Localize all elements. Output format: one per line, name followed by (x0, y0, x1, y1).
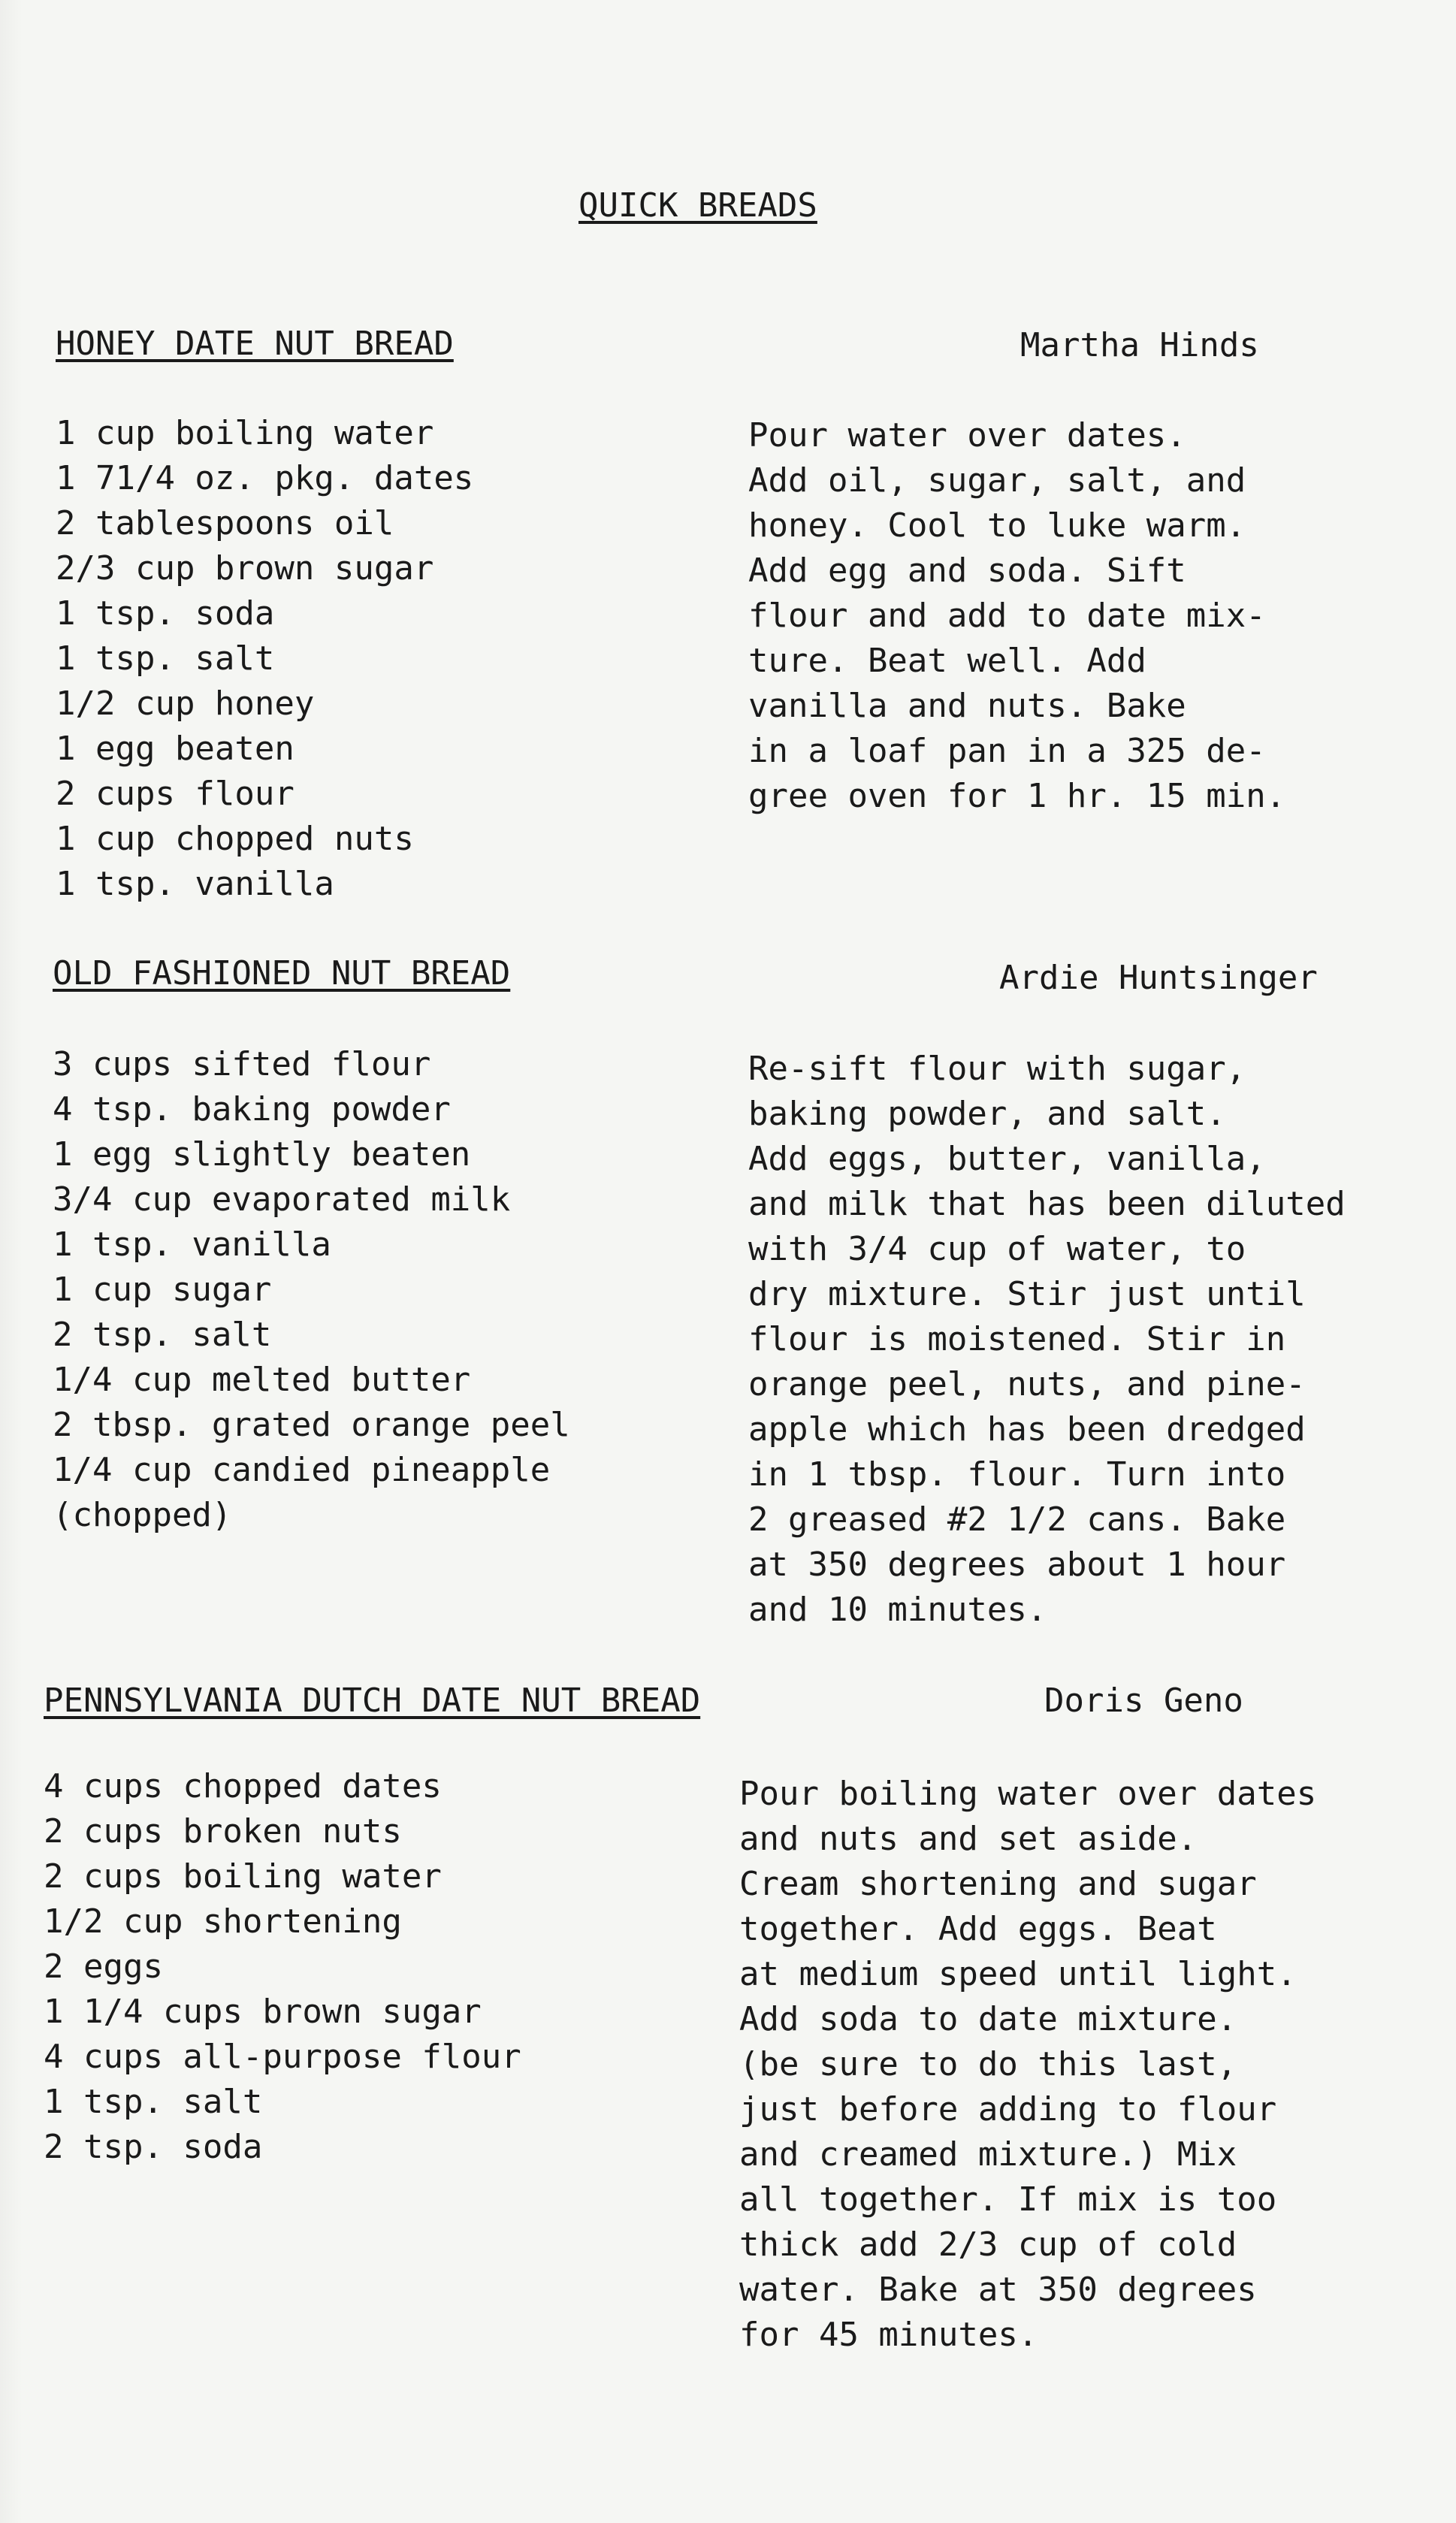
ingredient-item: 4 cups chopped dates (44, 1767, 442, 1805)
direction-line: apple which has been dredged (748, 1410, 1306, 1449)
ingredient-item: 2 eggs (44, 1947, 163, 1986)
direction-line: just before adding to flour (739, 2090, 1277, 2129)
direction-line: vanilla and nuts. Bake (748, 687, 1186, 725)
ingredient-item: 2 cups flour (56, 775, 295, 813)
recipe-title-pennsylvania-dutch-date-nut-bread: PENNSYLVANIA DUTCH DATE NUT BREAD (44, 1681, 701, 1720)
direction-line: in 1 tbsp. flour. Turn into (748, 1455, 1286, 1494)
recipe-title-honey-date-nut-bread: HONEY DATE NUT BREAD (56, 325, 454, 363)
direction-line: baking powder, and salt. (748, 1095, 1226, 1133)
direction-line: flour and add to date mix- (748, 597, 1266, 635)
direction-line: all together. If mix is too (739, 2180, 1277, 2219)
ingredient-item: 1/4 cup candied pineapple (53, 1451, 551, 1489)
page-title: QUICK BREADS (578, 186, 817, 225)
ingredient-item: 2 tbsp. grated orange peel (53, 1406, 570, 1444)
direction-line: dry mixture. Stir just until (748, 1275, 1306, 1313)
ingredient-item: 1 tsp. salt (44, 2083, 263, 2121)
ingredient-item: 4 cups all-purpose flour (44, 2038, 521, 2076)
direction-line: thick add 2/3 cup of cold (739, 2225, 1237, 2264)
ingredient-item: (chopped) (53, 1496, 232, 1534)
ingredient-item: 1 cup sugar (53, 1271, 272, 1309)
direction-line: and creamed mixture.) Mix (739, 2135, 1237, 2174)
ingredient-item: 1 1/4 cups brown sugar (44, 1993, 482, 2031)
direction-line: (be sure to do this last, (739, 2045, 1237, 2083)
direction-line: and milk that has been diluted (748, 1185, 1346, 1223)
direction-line: at 350 degrees about 1 hour (748, 1546, 1286, 1584)
direction-line: Add egg and soda. Sift (748, 551, 1186, 590)
directions-honey-date-nut-bread (748, 413, 1285, 819)
ingredient-item: 1 cup boiling water (56, 414, 434, 452)
direction-line: in a loaf pan in a 325 de- (748, 732, 1266, 770)
direction-line: Re-sift flour with sugar, (748, 1050, 1246, 1088)
ingredient-item: 1 egg beaten (56, 730, 295, 768)
ingredient-list-honey-date-nut-bread (56, 411, 473, 907)
ingredient-item: 1 cup chopped nuts (56, 820, 414, 858)
ingredient-item: 2 tablespoons oil (56, 504, 394, 542)
ingredient-item: 1 tsp. vanilla (56, 865, 334, 903)
ingredient-item: 1/4 cup melted butter (53, 1361, 471, 1399)
recipe-author-ardie-huntsinger: Ardie Huntsinger (999, 959, 1318, 997)
direction-line: with 3/4 cup of water, to (748, 1230, 1246, 1268)
direction-line: Add soda to date mixture. (739, 2000, 1237, 2038)
ingredient-item: 2 cups broken nuts (44, 1812, 402, 1851)
recipe-author-doris-geno: Doris Geno (1044, 1681, 1243, 1720)
ingredient-list-pennsylvania-dutch-date-nut-bread (44, 1764, 521, 2170)
direction-line: at medium speed until light. (739, 1955, 1297, 1993)
ingredient-item: 1/2 cup honey (56, 684, 315, 723)
recipe-title-old-fashioned-nut-bread: OLD FASHIONED NUT BREAD (53, 954, 511, 993)
direction-line: gree oven for 1 hr. 15 min. (748, 777, 1286, 815)
direction-line: and nuts and set aside. (739, 1820, 1198, 1858)
ingredient-item: 2 tsp. soda (44, 2128, 263, 2166)
direction-line: and 10 minutes. (748, 1591, 1047, 1629)
ingredient-item: 1/2 cup shortening (44, 1902, 402, 1941)
ingredient-item: 1 tsp. soda (56, 594, 275, 633)
ingredient-list-old-fashioned-nut-bread (53, 1042, 570, 1538)
ingredient-item: 2 tsp. salt (53, 1316, 272, 1354)
direction-line: Pour boiling water over dates (739, 1775, 1317, 1813)
direction-line: honey. Cool to luke warm. (748, 506, 1246, 545)
direction-line: flour is moistened. Stir in (748, 1320, 1286, 1358)
direction-line: together. Add eggs. Beat (739, 1910, 1217, 1948)
direction-line: Add oil, sugar, salt, and (748, 461, 1246, 500)
ingredient-item: 1 egg slightly beaten (53, 1135, 471, 1174)
direction-line: Pour water over dates. (748, 416, 1186, 455)
ingredient-item: 3 cups sifted flour (53, 1045, 431, 1083)
recipe-author-martha-hinds: Martha Hinds (1020, 326, 1259, 364)
direction-line: for 45 minutes. (739, 2316, 1038, 2354)
direction-line: orange peel, nuts, and pine- (748, 1365, 1306, 1404)
ingredient-item: 3/4 cup evaporated milk (53, 1180, 511, 1219)
ingredient-item: 4 tsp. baking powder (53, 1090, 451, 1129)
direction-line: 2 greased #2 1/2 cans. Bake (748, 1500, 1286, 1539)
ingredient-item: 1 tsp. salt (56, 639, 275, 678)
direction-line: water. Bake at 350 degrees (739, 2271, 1257, 2309)
direction-line: Add eggs, butter, vanilla, (748, 1140, 1266, 1178)
direction-line: Cream shortening and sugar (739, 1865, 1257, 1903)
directions-old-fashioned-nut-bread (748, 1047, 1346, 1633)
ingredient-item: 1 71/4 oz. pkg. dates (56, 459, 474, 497)
ingredient-item: 2 cups boiling water (44, 1857, 442, 1896)
directions-pennsylvania-dutch-date-nut-bread (739, 1772, 1316, 2358)
ingredient-item: 1 tsp. vanilla (53, 1225, 331, 1264)
ingredient-item: 2/3 cup brown sugar (56, 549, 434, 588)
direction-line: ture. Beat well. Add (748, 642, 1146, 680)
